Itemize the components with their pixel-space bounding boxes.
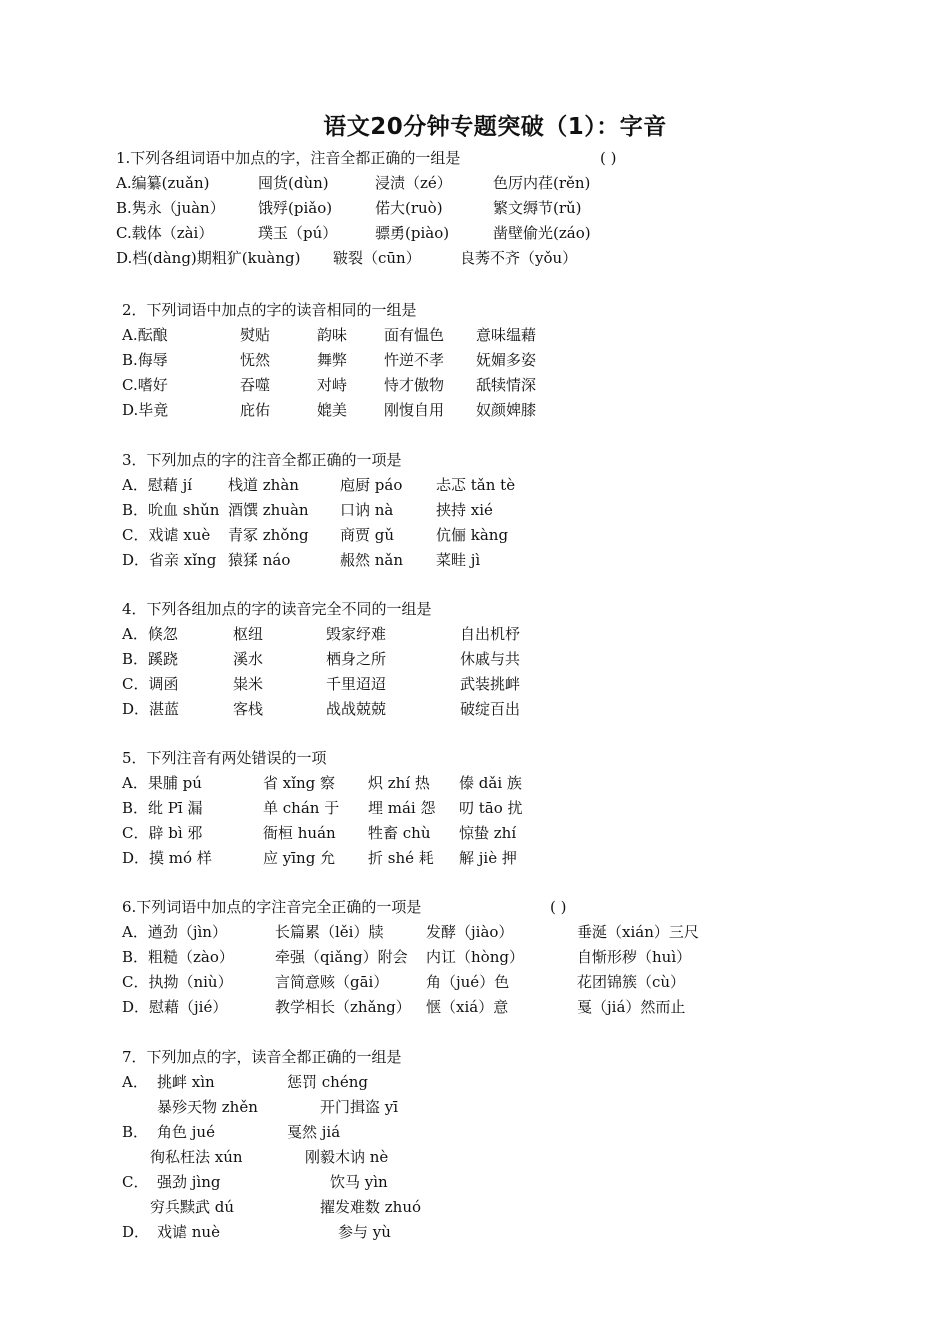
option-item: 饿殍(piǎo) bbox=[258, 199, 333, 217]
option-item: 千里迢迢 bbox=[326, 675, 387, 693]
option-item: 擢发难数 zhuó bbox=[320, 1198, 422, 1216]
option-label: B.隽永（juàn） bbox=[116, 199, 225, 217]
option-label: B.侮辱 bbox=[122, 351, 168, 369]
option-item: 徇私枉法 xún bbox=[150, 1148, 243, 1166]
option-item: 破绽百出 bbox=[460, 700, 521, 718]
option-label: D． bbox=[122, 1223, 150, 1241]
option-item: 长篇累（lěi）牍 bbox=[275, 923, 384, 941]
option-item: 囤货(dùn) bbox=[258, 174, 329, 192]
option-item: 应 yīng 允 bbox=[263, 849, 336, 867]
question-text: 3．下列加点的字的注音全都正确的一项是 bbox=[122, 451, 402, 469]
option-label: A．慰藉 jí bbox=[122, 476, 193, 494]
option-label: A.编纂(zuǎn) bbox=[116, 174, 210, 192]
option-item: 炽 zhí 热 bbox=[368, 774, 430, 792]
option-item: 浸渍（zé） bbox=[375, 174, 452, 192]
answer-blank: ( ) bbox=[550, 898, 567, 916]
option-item: 自惭形秽（huì） bbox=[577, 948, 692, 966]
option-item: 媲美 bbox=[317, 401, 348, 419]
option-item: 色厉内荏(rěn) bbox=[493, 174, 591, 192]
option-label: B．吮血 shǔn bbox=[122, 501, 220, 519]
option-item: 良莠不齐（yǒu） bbox=[460, 249, 578, 267]
option-label: B．纰 Pī 漏 bbox=[122, 799, 203, 817]
option-item: 舐犊情深 bbox=[476, 376, 537, 394]
option-label: A.酝酿 bbox=[122, 326, 168, 344]
option-item: 客栈 bbox=[233, 700, 264, 718]
option-label: D.毕竟 bbox=[122, 401, 169, 419]
option-item: 对峙 bbox=[317, 376, 348, 394]
option-label: C.嗜好 bbox=[122, 376, 168, 394]
option-item: 凿壁偷光(záo) bbox=[493, 224, 591, 242]
option-item: 傣 dǎi 族 bbox=[459, 774, 522, 792]
option-item: 饮马 yìn bbox=[330, 1173, 388, 1191]
option-item: 角色 jué bbox=[157, 1123, 215, 1141]
question-text: 7．下列加点的字，读音全都正确的一组是 bbox=[122, 1048, 402, 1066]
option-item: 意味缊藉 bbox=[476, 326, 537, 344]
question-text: 4．下列各组加点的字的读音完全不同的一组是 bbox=[122, 600, 432, 618]
option-item: 花团锦簇（cù） bbox=[577, 973, 686, 991]
option-item: 庖厨 páo bbox=[340, 476, 403, 494]
option-item: 奴颜婢膝 bbox=[476, 401, 537, 419]
option-item: 枢纽 bbox=[233, 625, 264, 643]
option-item: 商贾 gǔ bbox=[340, 526, 395, 544]
option-item: 怃然 bbox=[240, 351, 271, 369]
option-item: 言简意赅（gāi） bbox=[275, 973, 389, 991]
option-label: C．调函 bbox=[122, 675, 179, 693]
option-label: D．省亲 xǐng bbox=[122, 551, 217, 569]
option-item: 解 jiè 押 bbox=[459, 849, 517, 867]
option-item: 刚愎自用 bbox=[384, 401, 445, 419]
option-item: 赧然 nǎn bbox=[340, 551, 404, 569]
option-item: 庇佑 bbox=[240, 401, 271, 419]
option-label: B．蹊跷 bbox=[122, 650, 179, 668]
option-label: D．摸 mó 样 bbox=[122, 849, 212, 867]
option-label: C．执拗（niù） bbox=[122, 973, 233, 991]
option-item: 繁文缛节(rǔ) bbox=[493, 199, 582, 217]
option-item: 粜米 bbox=[233, 675, 264, 693]
page-title: 语文20分钟专题突破（1）：字音 bbox=[323, 114, 667, 140]
option-item: 溪水 bbox=[233, 650, 264, 668]
option-item: 惬（xiá）意 bbox=[426, 998, 509, 1016]
option-item: 单 chán 于 bbox=[263, 799, 340, 817]
option-item: 挟持 xié bbox=[436, 501, 493, 519]
option-item: 埋 mái 怨 bbox=[368, 799, 436, 817]
option-item: 皲裂（cūn） bbox=[333, 249, 421, 267]
option-item: 璞玉（pú） bbox=[258, 224, 338, 242]
option-item: 垂涎（xián）三尺 bbox=[577, 923, 699, 941]
option-item: 戛然 jiá bbox=[287, 1123, 341, 1141]
option-label: B．粗糙（zào） bbox=[122, 948, 234, 966]
option-item: 忤逆不孝 bbox=[384, 351, 445, 369]
option-item: 武装挑衅 bbox=[460, 675, 521, 693]
option-item: 面有愠色 bbox=[384, 326, 445, 344]
option-item: 忐忑 tǎn tè bbox=[436, 476, 516, 494]
option-item: 折 shé 耗 bbox=[368, 849, 434, 867]
question-text: 5．下列注音有两处错误的一项 bbox=[122, 749, 327, 767]
option-item: 强劲 jìng bbox=[157, 1173, 221, 1191]
option-item: 暴殄天物 zhěn bbox=[157, 1098, 258, 1116]
option-label: C．辟 bì 邪 bbox=[122, 824, 203, 842]
option-item: 挑衅 xìn bbox=[157, 1073, 215, 1091]
question-text: 1.下列各组词语中加点的字，注音全都正确的一组是 bbox=[116, 149, 461, 167]
option-item: 戛（jiá）然而止 bbox=[577, 998, 686, 1016]
option-item: 角（jué）色 bbox=[426, 973, 510, 991]
option-item: 栈道 zhàn bbox=[228, 476, 299, 494]
option-item: 吞噬 bbox=[240, 376, 271, 394]
option-label: A．果脯 pú bbox=[122, 774, 202, 792]
option-label: A． bbox=[122, 1073, 148, 1091]
option-item: 省 xǐng 察 bbox=[263, 774, 336, 792]
option-label: A．倏忽 bbox=[122, 625, 178, 643]
option-item: 牲畜 chù bbox=[368, 824, 431, 842]
option-item: 酒馔 zhuàn bbox=[228, 501, 309, 519]
option-label: C．戏谑 xuè bbox=[122, 526, 211, 544]
option-item: 教学相长（zhǎng） bbox=[275, 998, 411, 1016]
option-label: B． bbox=[122, 1123, 149, 1141]
option-item: 战战兢兢 bbox=[326, 700, 387, 718]
answer-blank: ( ) bbox=[600, 149, 617, 167]
option-item: 偌大(ruò) bbox=[375, 199, 443, 217]
option-label: D．湛蓝 bbox=[122, 700, 180, 718]
option-item: 青冢 zhǒng bbox=[228, 526, 309, 544]
option-label: C． bbox=[122, 1173, 149, 1191]
option-item: 熨贴 bbox=[240, 326, 271, 344]
question-text: 2．下列词语中加点的字的读音相同的一组是 bbox=[122, 301, 417, 319]
option-item: 参与 yù bbox=[338, 1223, 391, 1241]
option-item: 发酵（jiào） bbox=[426, 923, 514, 941]
option-item: 骠勇(piào) bbox=[375, 224, 450, 242]
option-item: 妩媚多姿 bbox=[476, 351, 537, 369]
option-item: 自出机杼 bbox=[460, 625, 521, 643]
option-item: 惩罚 chéng bbox=[287, 1073, 368, 1091]
option-item: 栖身之所 bbox=[326, 650, 387, 668]
option-item: 开门揖盗 yī bbox=[320, 1098, 399, 1116]
option-item: 刚毅木讷 nè bbox=[305, 1148, 389, 1166]
option-item: 内讧（hòng） bbox=[426, 948, 524, 966]
option-item: 穷兵黩武 dú bbox=[150, 1198, 235, 1216]
option-item: 口讷 nà bbox=[340, 501, 394, 519]
option-item: 牵强（qiǎng）附会 bbox=[275, 948, 408, 966]
option-item: 戏谑 nuè bbox=[157, 1223, 220, 1241]
option-item: 伉俪 kàng bbox=[436, 526, 509, 544]
option-label: C.载体（zài） bbox=[116, 224, 214, 242]
option-item: 毁家纾难 bbox=[326, 625, 387, 643]
option-item: 惊蛰 zhí bbox=[459, 824, 517, 842]
option-item: 舞弊 bbox=[317, 351, 348, 369]
option-item: 韵味 bbox=[317, 326, 348, 344]
option-item: 恃才傲物 bbox=[384, 376, 445, 394]
question-text: 6.下列词语中加点的字注音完全正确的一项是 bbox=[122, 898, 422, 916]
option-item: 叨 tāo 扰 bbox=[459, 799, 523, 817]
option-item: 猿猱 náo bbox=[228, 551, 291, 569]
option-item: 休戚与共 bbox=[460, 650, 521, 668]
option-label: D．慰藉（jié） bbox=[122, 998, 228, 1016]
option-label: D.档(dàng)期粗犷(kuàng) bbox=[116, 249, 301, 267]
option-label: A．遒劲（jìn） bbox=[122, 923, 227, 941]
option-item: 菜畦 jì bbox=[436, 551, 481, 569]
option-item: 衙桓 huán bbox=[263, 824, 336, 842]
